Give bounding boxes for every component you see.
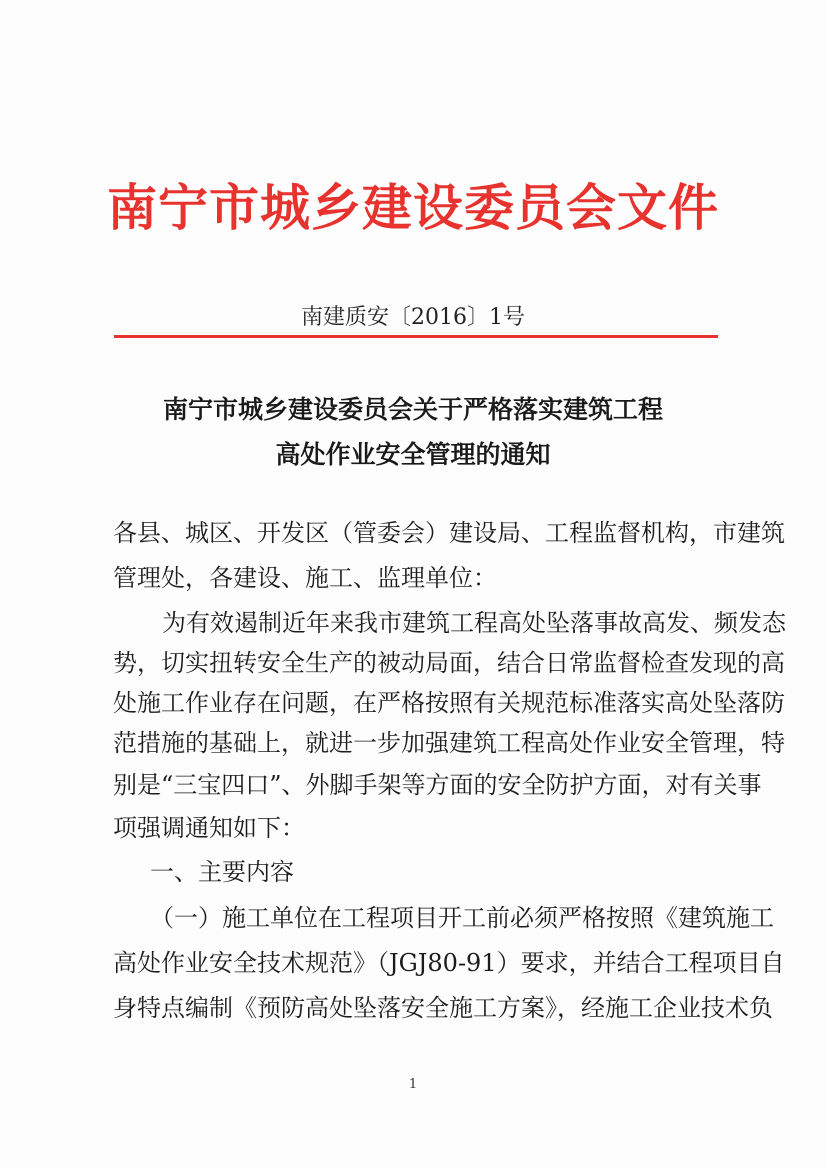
document-number: 南建质安〔2016〕1号 [301, 305, 525, 330]
header-divider [114, 335, 718, 338]
notice-title-line-2: 高处作业安全管理的通知 [275, 440, 551, 469]
body-line: 管理处，各建设、施工、监理单位： [113, 564, 497, 592]
page-number: 1 [408, 1077, 418, 1092]
body-line: （一）施工单位在工程项目开工前必须严格按照《建筑施工 [150, 904, 774, 932]
body-line: 身特点编制《预防高处坠落安全施工方案》，经施工企业技术负 [113, 994, 773, 1022]
section-heading: 一、主要内容 [150, 858, 294, 886]
body-line: 范措施的基础上，就进一步加强建筑工程高处作业安全管理，特 [113, 729, 785, 757]
body-line: 为有效遏制近年来我市建筑工程高处坠落事故高发、频发态 [162, 609, 786, 637]
body-line: 项强调通知如下： [113, 814, 305, 842]
document-header-title: 南宁市城乡建设委员会文件 [107, 178, 719, 237]
body-line: 处施工作业存在问题，在严格按照有关规范标准落实高处坠落防 [113, 689, 785, 717]
body-line: 高处作业安全技术规范》（JGJ80-91）要求，并结合工程项目自 [113, 949, 785, 977]
body-line: 势，切实扭转安全生产的被动局面，结合日常监督检查发现的高 [113, 649, 785, 677]
notice-title-line-1: 南宁市城乡建设委员会关于严格落实建筑工程 [162, 395, 663, 424]
body-line: 别是“三宝四口”、外脚手架等方面的安全防护方面，对有关事 [113, 771, 762, 799]
body-line: 各县、城区、开发区（管委会）建设局、工程监督机构，市建筑 [113, 519, 785, 547]
